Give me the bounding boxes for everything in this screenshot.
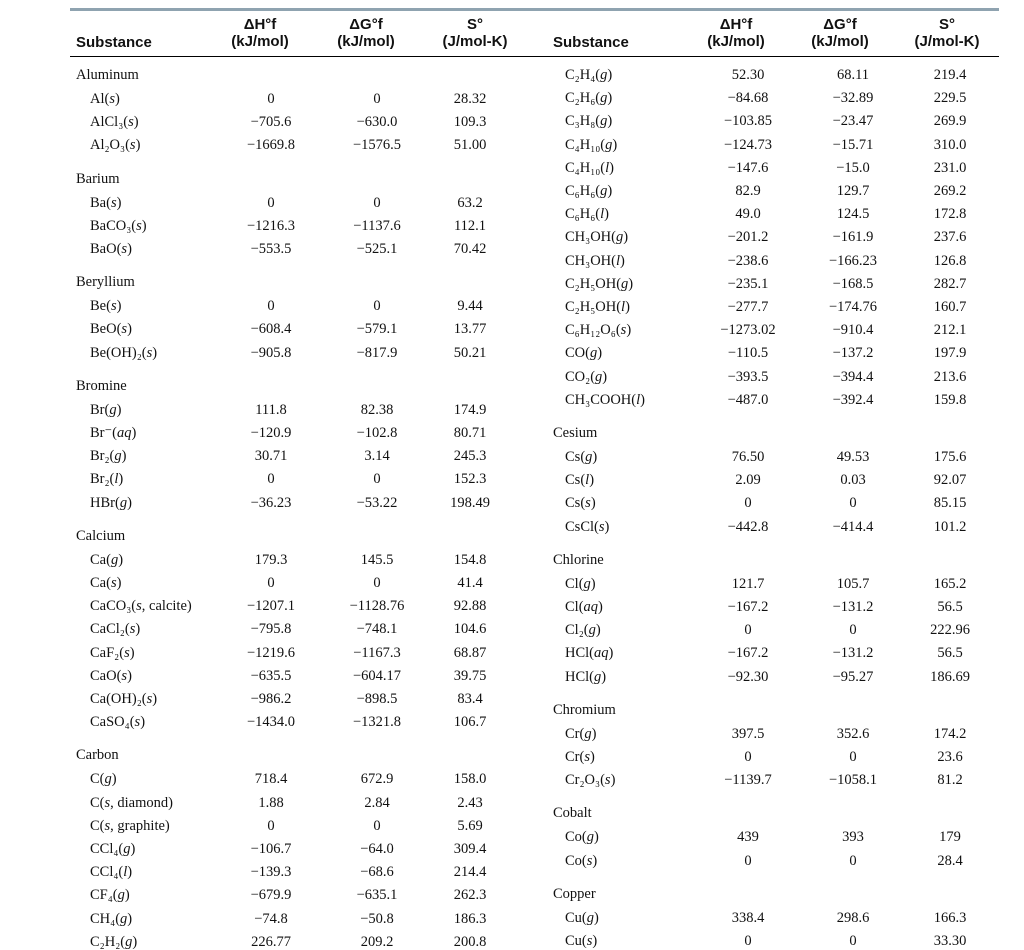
substance-cell: Al(s) bbox=[90, 91, 120, 107]
dg-cell: 0.03 bbox=[840, 472, 866, 489]
substance-cell: BaCO₃(s) bbox=[90, 217, 147, 234]
s-cell: 186.69 bbox=[930, 668, 970, 685]
s-cell: 80.71 bbox=[453, 425, 487, 441]
dh-cell: −36.23 bbox=[250, 494, 292, 511]
substance-cell: CaCO₃(s, calcite) bbox=[90, 598, 192, 615]
dh-cell: 226.77 bbox=[251, 933, 291, 950]
dh-cell: −1219.6 bbox=[246, 644, 296, 661]
substance-cell: CsCl(s) bbox=[565, 518, 610, 535]
substance-cell: CaSO₄(s) bbox=[90, 714, 146, 731]
dg-cell: −604.17 bbox=[352, 667, 402, 684]
dg-cell: 298.6 bbox=[836, 909, 870, 926]
dh-cell: 2.09 bbox=[735, 472, 761, 489]
dh-cell: 52.30 bbox=[731, 67, 765, 83]
dg-cell: 129.7 bbox=[836, 183, 870, 199]
dg-cell: 105.7 bbox=[836, 575, 870, 592]
dh-cell: −1669.8 bbox=[246, 137, 296, 154]
substance-cell: Be(s) bbox=[90, 298, 122, 315]
dh-cell: −393.5 bbox=[727, 368, 769, 385]
s-cell: 9.44 bbox=[457, 298, 483, 315]
s-cell: 174.2 bbox=[933, 725, 967, 742]
substance-cell: CH₄(g) bbox=[90, 910, 133, 927]
dh-cell: 0 bbox=[267, 575, 275, 591]
dg-cell: −579.1 bbox=[356, 321, 398, 338]
s-cell: 81.2 bbox=[937, 772, 963, 789]
dh-cell: −167.2 bbox=[727, 599, 769, 615]
s-cell: 212.1 bbox=[933, 322, 967, 339]
dg-cell: 68.11 bbox=[836, 67, 870, 83]
header-dg-right: ΔG°f (kJ/mol) bbox=[811, 16, 869, 50]
substance-cell: Al₂O₃(s) bbox=[90, 137, 141, 154]
group-label: Aluminum bbox=[76, 67, 139, 83]
dh-cell: 30.71 bbox=[254, 448, 288, 465]
s-cell: 165.2 bbox=[933, 575, 967, 592]
substance-cell: Cl(g) bbox=[565, 575, 596, 592]
dh-cell: −986.2 bbox=[250, 691, 292, 707]
s-cell: 56.5 bbox=[937, 645, 963, 662]
dh-cell: −795.8 bbox=[250, 621, 292, 638]
s-cell: 269.9 bbox=[933, 113, 967, 130]
substance-cell: C₆H₆(l) bbox=[565, 206, 609, 223]
dg-cell: 393 bbox=[842, 829, 864, 846]
s-cell: 214.4 bbox=[453, 864, 487, 881]
dh-cell: −487.0 bbox=[727, 391, 769, 408]
s-cell: 213.6 bbox=[933, 368, 967, 385]
substance-cell: Br(g) bbox=[90, 401, 122, 418]
substance-cell: Ca(g) bbox=[90, 551, 124, 568]
dh-cell: 0 bbox=[267, 471, 275, 488]
dg-cell: 0 bbox=[849, 852, 857, 869]
dh-cell: 76.50 bbox=[731, 449, 765, 465]
substance-cell: C₄H₁₀(l) bbox=[565, 159, 615, 176]
substance-cell: C₂H₆(g) bbox=[565, 90, 613, 107]
dh-cell: −106.7 bbox=[250, 841, 292, 857]
dg-cell: 0 bbox=[373, 194, 381, 211]
substance-cell: HCl(aq) bbox=[565, 645, 614, 662]
s-cell: 152.3 bbox=[453, 471, 487, 488]
dg-cell: −23.47 bbox=[832, 113, 874, 130]
s-cell: 172.8 bbox=[933, 206, 967, 223]
s-cell: 51.00 bbox=[453, 137, 487, 154]
dg-cell: −68.6 bbox=[360, 864, 394, 881]
dg-cell: −102.8 bbox=[356, 425, 398, 441]
dg-cell: −161.9 bbox=[832, 229, 874, 246]
dh-cell: −1207.1 bbox=[246, 598, 296, 615]
dh-cell: 338.4 bbox=[731, 909, 765, 926]
substance-cell: Co(g) bbox=[565, 829, 599, 846]
substance-cell: CaF₂(s) bbox=[90, 644, 135, 661]
substance-cell: Br₂(l) bbox=[90, 471, 124, 488]
dg-cell: −32.89 bbox=[832, 90, 874, 107]
dh-cell: −139.3 bbox=[250, 864, 292, 881]
dg-cell: 0 bbox=[373, 817, 381, 834]
substance-cell: AlCl₃(s) bbox=[90, 114, 139, 131]
substance-cell: CF₄(g) bbox=[90, 887, 130, 904]
dg-cell: 0 bbox=[849, 622, 857, 639]
substance-cell: Ca(s) bbox=[90, 575, 122, 591]
substance-cell: Cs(g) bbox=[565, 449, 598, 465]
s-cell: 41.4 bbox=[457, 575, 483, 591]
s-cell: 175.6 bbox=[933, 449, 967, 465]
substance-cell: Co(s) bbox=[565, 852, 598, 869]
group-label: Cesium bbox=[553, 425, 598, 441]
dg-cell: 0 bbox=[849, 749, 857, 765]
substance-cell: C₆H₁₂O₆(s) bbox=[565, 322, 632, 339]
dg-cell: −748.1 bbox=[356, 621, 398, 638]
dh-cell: −1273.02 bbox=[720, 322, 776, 339]
dh-cell: 0 bbox=[744, 749, 752, 765]
substance-cell: C₃H₈(g) bbox=[565, 113, 613, 130]
s-cell: 309.4 bbox=[453, 841, 487, 857]
dg-cell: −15.0 bbox=[836, 159, 870, 176]
dg-cell: 0 bbox=[849, 933, 857, 949]
substance-cell: C₂H₄(g) bbox=[565, 67, 613, 83]
s-cell: 219.4 bbox=[933, 67, 967, 83]
dg-cell: −394.4 bbox=[832, 368, 874, 385]
s-cell: 50.21 bbox=[453, 344, 487, 361]
dh-cell: 0 bbox=[267, 91, 275, 107]
s-cell: 158.0 bbox=[453, 771, 487, 788]
dg-cell: −168.5 bbox=[832, 275, 874, 292]
s-cell: 231.0 bbox=[933, 159, 967, 176]
s-cell: 13.77 bbox=[453, 321, 487, 338]
header-dh-right: ΔH°f (kJ/mol) bbox=[707, 16, 765, 50]
dh-cell: −679.9 bbox=[250, 887, 292, 904]
dg-cell: 209.2 bbox=[360, 933, 394, 950]
dg-cell: −1167.3 bbox=[353, 644, 401, 661]
dg-cell: 0 bbox=[849, 495, 857, 512]
dg-cell: −64.0 bbox=[360, 841, 394, 857]
dg-cell: 3.14 bbox=[364, 448, 390, 465]
s-cell: 109.3 bbox=[453, 114, 487, 131]
header-dh-left: ΔH°f (kJ/mol) bbox=[231, 16, 289, 50]
substance-cell: Cl(aq) bbox=[565, 599, 603, 615]
dg-cell: −15.71 bbox=[832, 136, 874, 153]
s-cell: 229.5 bbox=[933, 90, 967, 107]
s-cell: 56.5 bbox=[937, 599, 963, 615]
s-cell: 222.96 bbox=[930, 622, 970, 639]
dh-cell: −442.8 bbox=[727, 518, 769, 535]
header-substance-right: Substance bbox=[553, 34, 629, 51]
s-cell: 126.8 bbox=[933, 252, 967, 269]
substance-cell: Cu(s) bbox=[565, 933, 598, 949]
dg-cell: −174.76 bbox=[828, 299, 878, 315]
substance-cell: Be(OH)₂(s) bbox=[90, 344, 158, 361]
dh-cell: −167.2 bbox=[727, 645, 769, 662]
dg-cell: 0 bbox=[373, 298, 381, 315]
substance-cell: C₂H₂(g) bbox=[90, 933, 138, 950]
substance-cell: HBr(g) bbox=[90, 494, 132, 511]
substance-cell: HCl(g) bbox=[565, 668, 607, 685]
header-s-right: S° (J/mol-K) bbox=[914, 16, 980, 50]
s-cell: 237.6 bbox=[933, 229, 967, 246]
s-cell: 39.75 bbox=[453, 667, 487, 684]
substance-cell: BaO(s) bbox=[90, 241, 132, 257]
dg-cell: 0 bbox=[373, 91, 381, 107]
dg-cell: 124.5 bbox=[836, 206, 870, 223]
s-cell: 101.2 bbox=[933, 518, 967, 535]
dg-cell: −635.1 bbox=[356, 887, 398, 904]
substance-cell: Cl₂(g) bbox=[565, 622, 601, 639]
substance-cell: Ba(s) bbox=[90, 194, 122, 211]
group-label: Copper bbox=[553, 885, 596, 902]
dg-cell: −630.0 bbox=[356, 114, 398, 131]
dh-cell: −1139.7 bbox=[724, 772, 772, 789]
dg-cell: −392.4 bbox=[832, 391, 874, 408]
s-cell: 282.7 bbox=[933, 275, 967, 292]
dh-cell: 397.5 bbox=[731, 725, 765, 742]
dg-cell: −1321.8 bbox=[352, 714, 402, 731]
dh-cell: 0 bbox=[267, 817, 275, 834]
s-cell: 92.88 bbox=[453, 598, 487, 615]
group-label: Chlorine bbox=[553, 551, 604, 568]
header-s-left: S° (J/mol-K) bbox=[442, 16, 508, 50]
dh-cell: −124.73 bbox=[723, 136, 773, 153]
dg-cell: −1576.5 bbox=[352, 137, 402, 154]
dh-cell: 0 bbox=[744, 933, 752, 949]
dh-cell: −1216.3 bbox=[246, 217, 296, 234]
dh-cell: −277.7 bbox=[727, 299, 769, 315]
header-divider bbox=[70, 56, 999, 57]
substance-cell: CaO(s) bbox=[90, 667, 132, 684]
dg-cell: −525.1 bbox=[356, 241, 398, 257]
s-cell: 83.4 bbox=[457, 691, 483, 707]
s-cell: 106.7 bbox=[453, 714, 487, 731]
dg-cell: −817.9 bbox=[356, 344, 398, 361]
dg-cell: 352.6 bbox=[836, 725, 870, 742]
dh-cell: −147.6 bbox=[727, 159, 769, 176]
dg-cell: 672.9 bbox=[360, 771, 394, 788]
dg-cell: −95.27 bbox=[832, 668, 874, 685]
s-cell: 179 bbox=[939, 829, 961, 846]
substance-cell: C₄H₁₀(g) bbox=[565, 136, 618, 153]
s-cell: 245.3 bbox=[453, 448, 487, 465]
dh-cell: 439 bbox=[737, 829, 759, 846]
dg-cell: −50.8 bbox=[360, 910, 394, 927]
substance-cell: CO(g) bbox=[565, 345, 603, 362]
dh-cell: 49.0 bbox=[735, 206, 761, 223]
substance-cell: Br⁻(aq) bbox=[90, 425, 137, 441]
s-cell: 2.43 bbox=[457, 794, 483, 811]
s-cell: 23.6 bbox=[937, 749, 963, 765]
substance-cell: C(s, diamond) bbox=[90, 794, 173, 811]
s-cell: 198.49 bbox=[450, 494, 490, 511]
s-cell: 186.3 bbox=[453, 910, 487, 927]
dg-cell: −1128.76 bbox=[349, 598, 405, 615]
substance-cell: C₂H₅OH(l) bbox=[565, 299, 630, 315]
dh-cell: −120.9 bbox=[250, 425, 292, 441]
dh-cell: 179.3 bbox=[254, 551, 288, 568]
s-cell: 197.9 bbox=[933, 345, 967, 362]
dg-cell: −166.23 bbox=[828, 252, 878, 269]
dh-cell: −705.6 bbox=[250, 114, 292, 131]
dg-cell: −1058.1 bbox=[828, 772, 878, 789]
dg-cell: −1137.6 bbox=[353, 217, 401, 234]
substance-cell: Cr(s) bbox=[565, 749, 595, 765]
group-label: Beryllium bbox=[76, 274, 135, 291]
substance-cell: Cs(l) bbox=[565, 472, 595, 489]
s-cell: 28.4 bbox=[937, 852, 963, 869]
substance-cell: Br₂(g) bbox=[90, 448, 127, 465]
dg-cell: 49.53 bbox=[836, 449, 870, 465]
s-cell: 154.8 bbox=[453, 551, 487, 568]
dh-cell: 718.4 bbox=[254, 771, 288, 788]
group-label: Cobalt bbox=[553, 805, 592, 822]
group-label: Chromium bbox=[553, 701, 616, 718]
s-cell: 63.2 bbox=[457, 194, 483, 211]
s-cell: 33.30 bbox=[933, 933, 967, 949]
substance-cell: Ca(OH)₂(s) bbox=[90, 691, 158, 707]
dh-cell: −110.5 bbox=[727, 345, 769, 362]
dh-cell: −84.68 bbox=[727, 90, 769, 107]
dg-cell: −53.22 bbox=[356, 494, 398, 511]
dh-cell: 0 bbox=[267, 194, 275, 211]
dh-cell: −905.8 bbox=[250, 344, 292, 361]
dh-cell: −201.2 bbox=[727, 229, 769, 246]
s-cell: 85.15 bbox=[933, 495, 967, 512]
substance-cell: CH₃OH(g) bbox=[565, 229, 629, 246]
substance-cell: C(g) bbox=[90, 771, 117, 788]
substance-cell: Cs(s) bbox=[565, 495, 596, 512]
substance-cell: C(s, graphite) bbox=[90, 817, 170, 834]
dg-cell: −414.4 bbox=[832, 518, 874, 535]
dh-cell: 111.8 bbox=[255, 401, 287, 418]
s-cell: 92.07 bbox=[933, 472, 967, 489]
substance-cell: CO₂(g) bbox=[565, 368, 608, 385]
dh-cell: −608.4 bbox=[250, 321, 292, 338]
substance-cell: Cr(g) bbox=[565, 725, 597, 742]
substance-cell: CCl₄(g) bbox=[90, 841, 136, 857]
dg-cell: 2.84 bbox=[364, 794, 390, 811]
substance-cell: Cr₂O₃(s) bbox=[565, 772, 616, 789]
dh-cell: −92.30 bbox=[727, 668, 769, 685]
substance-cell: C₆H₆(g) bbox=[565, 183, 613, 199]
dh-cell: 82.9 bbox=[735, 183, 761, 199]
s-cell: 104.6 bbox=[453, 621, 487, 638]
substance-cell: BeO(s) bbox=[90, 321, 132, 338]
dg-cell: 145.5 bbox=[360, 551, 394, 568]
dh-cell: −235.1 bbox=[727, 275, 769, 292]
dg-cell: −137.2 bbox=[832, 345, 874, 362]
s-cell: 28.32 bbox=[453, 91, 487, 107]
dg-cell: 0 bbox=[373, 471, 381, 488]
substance-cell: CCl₄(l) bbox=[90, 864, 133, 881]
dh-cell: −553.5 bbox=[250, 241, 292, 257]
dh-cell: −238.6 bbox=[727, 252, 769, 269]
s-cell: 310.0 bbox=[933, 136, 967, 153]
dh-cell: 1.88 bbox=[258, 794, 284, 811]
substance-cell: C₂H₅OH(g) bbox=[565, 275, 634, 292]
dg-cell: −131.2 bbox=[832, 599, 874, 615]
substance-cell: CaCl₂(s) bbox=[90, 621, 141, 638]
header-dg-left: ΔG°f (kJ/mol) bbox=[337, 16, 395, 50]
dg-cell: −898.5 bbox=[356, 691, 398, 707]
s-cell: 5.69 bbox=[457, 817, 483, 834]
s-cell: 269.2 bbox=[933, 183, 967, 199]
s-cell: 174.9 bbox=[453, 401, 487, 418]
substance-cell: Cu(g) bbox=[565, 909, 599, 926]
dh-cell: 0 bbox=[744, 495, 752, 512]
dh-cell: −1434.0 bbox=[246, 714, 296, 731]
group-label: Carbon bbox=[76, 747, 119, 764]
s-cell: 159.8 bbox=[933, 391, 967, 408]
group-label: Bromine bbox=[76, 377, 127, 394]
s-cell: 262.3 bbox=[453, 887, 487, 904]
dh-cell: 0 bbox=[267, 298, 275, 315]
group-label: Barium bbox=[76, 170, 120, 187]
substance-cell: CH₃COOH(l) bbox=[565, 391, 645, 408]
dh-cell: −74.8 bbox=[254, 910, 288, 927]
s-cell: 160.7 bbox=[933, 299, 967, 315]
dg-cell: 82.38 bbox=[360, 401, 394, 418]
header-substance-left: Substance bbox=[76, 34, 152, 51]
s-cell: 70.42 bbox=[453, 241, 487, 257]
dh-cell: −635.5 bbox=[250, 667, 292, 684]
dh-cell: 0 bbox=[744, 622, 752, 639]
s-cell: 166.3 bbox=[933, 909, 967, 926]
s-cell: 112.1 bbox=[453, 217, 487, 234]
dh-cell: 0 bbox=[744, 852, 752, 869]
s-cell: 200.8 bbox=[453, 933, 487, 950]
group-label: Calcium bbox=[76, 527, 126, 544]
top-rule bbox=[70, 8, 999, 11]
dg-cell: −131.2 bbox=[832, 645, 874, 662]
dg-cell: −910.4 bbox=[832, 322, 874, 339]
s-cell: 68.87 bbox=[453, 644, 487, 661]
dg-cell: 0 bbox=[373, 575, 381, 591]
substance-cell: CH₃OH(l) bbox=[565, 252, 625, 269]
dh-cell: −103.85 bbox=[723, 113, 773, 130]
dh-cell: 121.7 bbox=[731, 575, 765, 592]
